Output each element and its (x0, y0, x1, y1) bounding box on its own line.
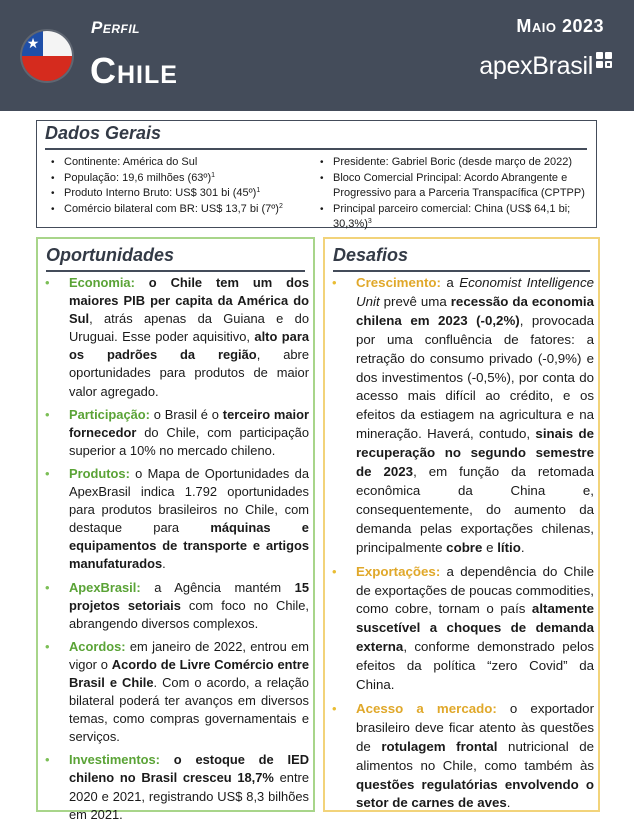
oportunidades-item: • Acordos: em janeiro de 2022, entrou em vigor o Acordo de Livre Comércio entre Brasil e Chile. Com o acordo, a relação bilateral poderá ter avanços em diversos temas, como compras governamentais e serviços. (42, 638, 309, 747)
report-date: Maio 2023 (516, 16, 604, 36)
challenges-list (329, 274, 594, 818)
general-data-item: • Comércio bilateral com BR: US$ 13,7 bi (7º)$^2$ (45, 202, 310, 218)
desafios-item: • Crescimento: a Economist Intelligence Unit prevê uma recessão da economia chilena em 2023 (-0,2%), provocada por uma confluência de fatores: a retração do consumo privado (-0,9%) e dos investimentos (-0,5%), por conta do acesso mais difícil ao crédito, e os efeitos da estiagem na agricultura e na mineração. Haverá, contudo, sinais de recuperação no segundo semestre de 2023, em função da retomada econômica da China e, consequentemente, do aumento da demanda pelas exportações chilenas, principalmente cobre e lítio. (329, 274, 594, 558)
desafios-item-label: Crescimento: (356, 275, 441, 290)
challenges-panel (323, 237, 600, 812)
oportunidades-item-label: Economia: (69, 275, 135, 290)
oportunidades-item: • ApexBrasil: a Agência mantém 15 projetos setoriais com foco no Chile, abrangendo diversos complexos. (42, 579, 309, 633)
desafios-item: • Exportações: a dependência do Chile de exportações de poucas commodities, como cobre, tornam o país altamente suscetível a choques de demanda externa, conforme demonstrado pelos efeitos da política “zero Covid” da China. (329, 563, 594, 695)
chile-flag-icon: ★ (22, 31, 72, 81)
logo-text: apexBrasil (479, 52, 593, 80)
oportunidades-item: • Investimentos: o estoque de IED chileno no Brasil cresceu 18,7% entre 2020 e 2021, registrando US$ 8,3 bilhões em 2021. (42, 751, 309, 823)
general-data-title: Dados Gerais (45, 123, 162, 143)
opportunities-title: Oportunidades (46, 245, 175, 265)
general-data-divider (45, 148, 587, 150)
general-data-item: • Bloco Comercial Principal: Acordo Abrangente e Progressivo para a Parceria Transpacífica (CPTPP) (314, 171, 594, 202)
header-kicker: Perfil (91, 18, 141, 37)
apexbrasil-logo-icon (596, 52, 612, 68)
country-title: Chile (90, 50, 178, 91)
opportunities-panel (36, 237, 315, 822)
general-data-left-list (45, 155, 310, 217)
general-data-item: • Produto Interno Bruto: US$ 301 bi (45º)$^1$ (45, 186, 310, 202)
apexbrasil-logo (479, 52, 612, 81)
general-data-item: • Principal parceiro comercial: China (US$ 64,1 bi; 30,3%)$^3$ (314, 202, 594, 233)
oportunidades-item: • Produtos: o Mapa de Oportunidades da ApexBrasil indica 1.792 oportunidades para produtos brasileiros no Chile, com destaque para máquinas e equipamentos de transporte e artigos manufaturados. (42, 465, 309, 574)
oportunidades-item-label: Produtos: (69, 465, 130, 481)
opportunities-list (42, 274, 309, 829)
page-header (0, 0, 634, 111)
general-data-box (36, 120, 597, 228)
challenges-divider (333, 270, 590, 272)
desafios-item: • Acesso a mercado: o exportador brasileiro deve ficar atento às questões de rotulagem frontal nutricional de alimentos no Chile, como também às questões regulatórias envolvendo o setor de carnes de aves. (329, 700, 594, 813)
general-data-item: • População: 19,6 milhões (63º)$^1$ (45, 171, 310, 187)
opportunities-divider (46, 270, 305, 272)
oportunidades-item-label: ApexBrasil: (69, 579, 141, 595)
general-data-item: • Presidente: Gabriel Boric (desde março de 2022) (314, 155, 594, 171)
oportunidades-item: • Economia: o Chile tem um dos maiores PIB per capita da América do Sul, atrás apenas da Guiana e do Uruguai. Esse poder aquisitivo, alto para os padrões da região, abre oportunidades para produtos de maior valor agregado. (42, 274, 309, 401)
desafios-item-label: Acesso a mercado: (356, 700, 497, 716)
oportunidades-item: • Participação: o Brasil é o terceiro maior fornecedor do Chile, com participação superior a 10% no mercado chileno. (42, 406, 309, 460)
oportunidades-item-label: Participação: (69, 406, 150, 422)
desafios-item-label: Exportações: (356, 563, 441, 579)
general-data-right-list (314, 155, 594, 233)
oportunidades-item-label: Investimentos: (69, 752, 160, 768)
oportunidades-item-label: Acordos: (69, 638, 126, 654)
general-data-item: • Continente: América do Sul (45, 155, 310, 171)
challenges-title: Desafios (333, 245, 409, 265)
